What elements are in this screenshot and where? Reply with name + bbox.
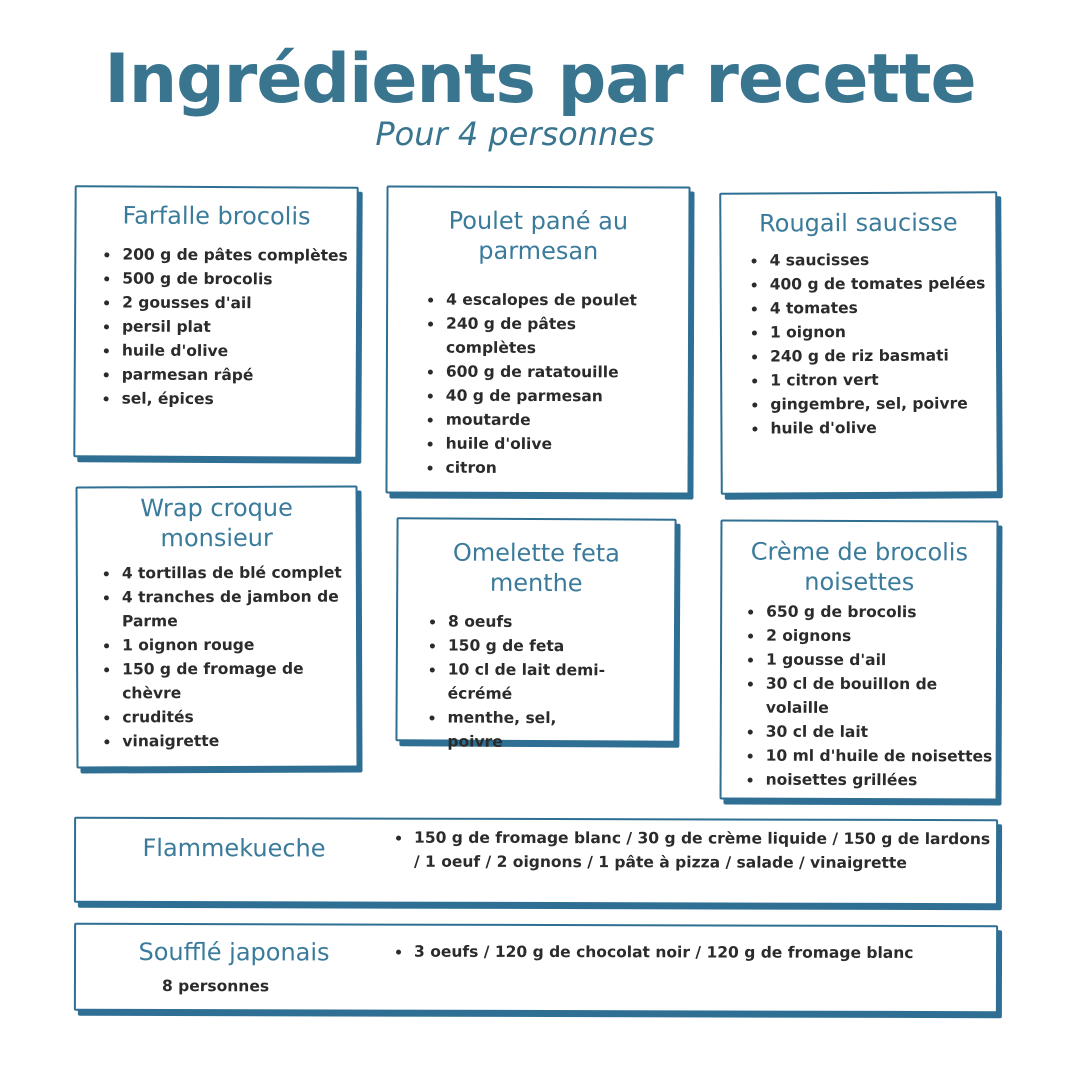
recipe-title: Omelette feta menthe (452, 538, 620, 598)
ingredient-item: • 2 oignons (764, 624, 984, 649)
ingredient-item: • 30 cl de bouillon de volaille (764, 672, 984, 721)
ingredient-item: • parmesan râpé (120, 362, 356, 387)
ingredient-item: • menthe, sel, poivre (445, 706, 613, 755)
recipe-card-farfalle-brocolis (73, 185, 358, 458)
ingredient-item: • 600 g de ratatouille (444, 360, 670, 385)
ingredient-item: • 1 citron vert (768, 367, 996, 392)
ingredient-item: • 650 g de brocolis (764, 600, 984, 625)
recipe-card-poulet-pane (385, 185, 690, 494)
ingredient-item: • 1 oignon rouge (120, 633, 344, 658)
recipe-card-flammekueche (74, 817, 998, 905)
ingredient-list (76, 242, 357, 411)
ingredient-item: • 4 escalopes de poulet (444, 288, 670, 313)
recipe-card-rougail-saucisse (719, 191, 999, 494)
ingredient-item: • huile d'olive (768, 415, 996, 440)
ingredient-list (722, 600, 997, 793)
ingredient-item: • 2 gousses d'ail (120, 290, 356, 315)
recipe-card-souffle-japonais (74, 923, 998, 1013)
ingredient-item: • sel, épices (120, 386, 356, 411)
ingredient-item: • 4 saucisses (768, 247, 996, 272)
ingredient-item: • 4 tranches de jambon de Parme (120, 585, 344, 634)
ingredient-item: • 200 g de pâtes complètes (120, 242, 356, 267)
recipe-card-omelette-feta-menthe (395, 517, 676, 751)
ingredient-item: • 150 g de feta (446, 634, 614, 659)
ingredient-list (78, 561, 357, 754)
ingredient-list (388, 287, 689, 480)
ingredient-item: • citron (444, 456, 670, 481)
ingredient-list (722, 247, 997, 440)
ingredient-item: • huile d'olive (120, 338, 356, 363)
recipe-card-wrap-croque-monsieur (76, 486, 359, 769)
ingredient-item: • 500 g de brocolis (120, 266, 356, 291)
ingredient-item: • 4 tortillas de blé complet (120, 561, 344, 586)
recipe-title: Rougail saucisse (759, 208, 958, 238)
recipe-title: Farfalle brocolis (122, 201, 311, 231)
ingredient-item: • 8 oeufs (446, 610, 614, 635)
ingredient-item: • 400 g de tomates pelées (768, 271, 996, 296)
ingredient-item: • noisettes grillées (764, 768, 984, 793)
ingredient-item: • 150 g de fromage blanc / 30 g de crème liquide / 150 g de lardons / 1 oeuf / 2 oignons / 1 pâte à pizza / salade / vinaigrette (412, 826, 996, 876)
recipe-card-creme-brocolis-noisettes (720, 520, 999, 801)
ingredient-list (412, 940, 996, 966)
ingredient-item: • 1 gousse d'ail (764, 648, 984, 673)
ingredient-item: • 1 oignon (768, 319, 996, 344)
recipe-title: Poulet pané au parmesan (448, 206, 629, 266)
ingredient-item: • huile d'olive (444, 432, 670, 457)
ingredient-item: • 240 g de riz basmati (768, 343, 996, 368)
recipe-title: Flammekueche (142, 833, 326, 863)
servings-note: 8 personnes (161, 977, 270, 996)
recipe-title: Wrap croque monsieur (140, 493, 293, 553)
ingredient-list (412, 826, 996, 876)
ingredient-item: • 240 g de pâtes complètes (444, 312, 670, 361)
recipe-title: Crème de brocolis noisettes (750, 537, 969, 597)
ingredient-item: • 4 tomates (768, 295, 996, 320)
recipe-title: Soufflé japonais (138, 937, 330, 967)
ingredient-item: • 40 g de parmesan (444, 384, 670, 409)
ingredient-item: • gingembre, sel, poivre (768, 391, 996, 416)
page-title: Ingrédients par recette (104, 40, 976, 119)
ingredient-item: • vinaigrette (120, 729, 344, 754)
ingredient-item: • crudités (120, 705, 344, 730)
ingredient-item: • 3 oeufs / 120 g de chocolat noir / 120 g de fromage blanc (412, 940, 996, 966)
ingredient-list (397, 609, 674, 754)
ingredient-item: • 150 g de fromage de chèvre (120, 657, 344, 706)
ingredient-item: • 10 cl de lait demi-écrémé (446, 658, 614, 707)
ingredient-item: • moutarde (444, 408, 670, 433)
ingredient-item: • persil plat (120, 314, 356, 339)
page-subtitle: Pour 4 personnes (375, 115, 655, 153)
ingredient-item: • 30 cl de lait (764, 720, 984, 745)
ingredient-item: • 10 ml d'huile de noisettes (764, 744, 984, 769)
